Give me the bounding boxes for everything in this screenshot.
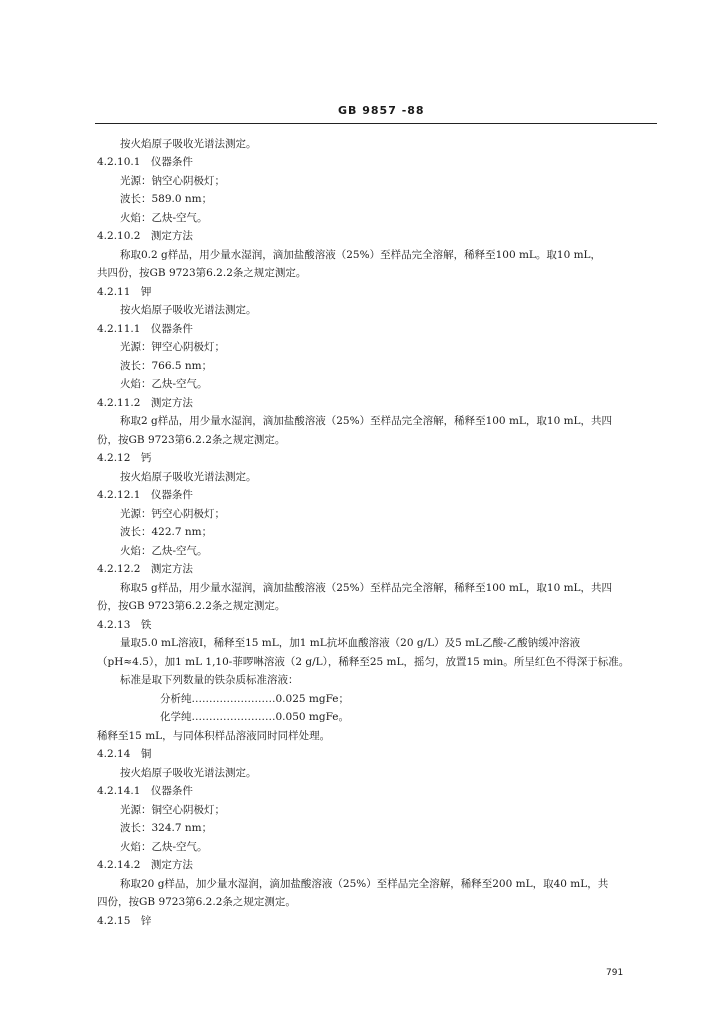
body-text: 火焰：乙炔-空气。 [120, 841, 208, 853]
body-text: 光源：钾空心阴极灯； [120, 341, 225, 353]
body-text: 波长：324.7 nm； [120, 822, 213, 834]
body-text: 份，按GB 9723第6.2.2条之规定测定。 [97, 600, 286, 612]
body-text: 光源：钠空心阴极灯； [120, 175, 225, 187]
body-text: 火焰：乙炔-空气。 [120, 212, 208, 224]
page-number: 791 [606, 968, 624, 978]
body-text: 火焰：乙炔-空气。 [120, 545, 208, 557]
header-rule [95, 123, 657, 124]
body-text: 称取20 g样品，加少量水湿润，滴加盐酸溶液（25%）至样品完全溶解，稀释至200 mL，取40 mL，共 [120, 878, 609, 890]
body-text: 份，按GB 9723第6.2.2条之规定测定。 [97, 434, 286, 446]
body-text: 稀释至15 mL，与同体积样品溶液同时同样处理。 [97, 730, 331, 742]
body-text: 共四份，按GB 9723第6.2.2条之规定测定。 [97, 267, 307, 279]
body-text: 化学纯……………………0.050 mgFe。 [160, 711, 349, 723]
body-text: 光源：铜空心阴极灯； [120, 804, 225, 816]
section-heading: 4.2.13 铁 [97, 619, 152, 631]
body-text: 量取5.0 mL溶液Ⅰ，稀释至15 mL，加1 mL抗坏血酸溶液（20 g/L）及5 mL乙酸-乙酸钠缓冲溶液 [120, 637, 581, 649]
section-heading: 4.2.14.1 仪器条件 [97, 785, 193, 797]
body-text: 分析纯……………………0.025 mgFe； [160, 693, 349, 705]
section-heading: 4.2.12.1 仪器条件 [97, 489, 193, 501]
body-text: 波长：766.5 nm； [120, 360, 213, 372]
body-text: 按火焰原子吸收光谱法测定。 [120, 138, 257, 150]
section-heading: 4.2.11.2 测定方法 [97, 397, 193, 409]
body-text: 称取2 g样品，用少量水湿润，滴加盐酸溶液（25%）至样品完全溶解，稀释至100 mL，取10 mL，共四 [120, 415, 613, 427]
body-text: 波长：589.0 nm； [120, 193, 213, 205]
body-text: 按火焰原子吸收光谱法测定。 [120, 304, 257, 316]
section-heading: 4.2.10.1 仪器条件 [97, 156, 193, 168]
body-text: 四份，按GB 9723第6.2.2条之规定测定。 [97, 896, 296, 908]
section-heading: 4.2.10.2 测定方法 [97, 230, 193, 242]
section-heading: 4.2.12 钙 [97, 452, 152, 464]
section-heading: 4.2.11.1 仪器条件 [97, 323, 193, 335]
section-heading: 4.2.14.2 测定方法 [97, 859, 193, 871]
body-text: 称取5 g样品，用少量水湿润，滴加盐酸溶液（25%）至样品完全溶解，稀释至100 mL，取10 mL，共四 [120, 582, 613, 594]
body-text: （pH≈4.5），加1 mL 1,10-菲啰啉溶液（2 g/L），稀释至25 mL，摇匀，放置15 min。所呈红色不得深于标准。 [97, 656, 630, 668]
standard-header: GB 9857 -88 [338, 104, 425, 117]
section-heading: 4.2.12.2 测定方法 [97, 563, 193, 575]
body-text: 称取0.2 g样品，用少量水湿润，滴加盐酸溶液（25%）至样品完全溶解，稀释至100 mL。取10 mL， [120, 249, 602, 261]
body-text: 光源：钙空心阴极灯； [120, 508, 225, 520]
section-heading: 4.2.14 铜 [97, 748, 152, 760]
section-heading: 4.2.15 锌 [97, 915, 152, 927]
section-heading: 4.2.11 钾 [97, 286, 152, 298]
body-text: 波长：422.7 nm； [120, 526, 213, 538]
body-text: 标准是取下列数量的铁杂质标准溶液： [120, 674, 299, 686]
body-text: 火焰：乙炔-空气。 [120, 378, 208, 390]
body-text: 按火焰原子吸收光谱法测定。 [120, 767, 257, 779]
body-text: 按火焰原子吸收光谱法测定。 [120, 471, 257, 483]
